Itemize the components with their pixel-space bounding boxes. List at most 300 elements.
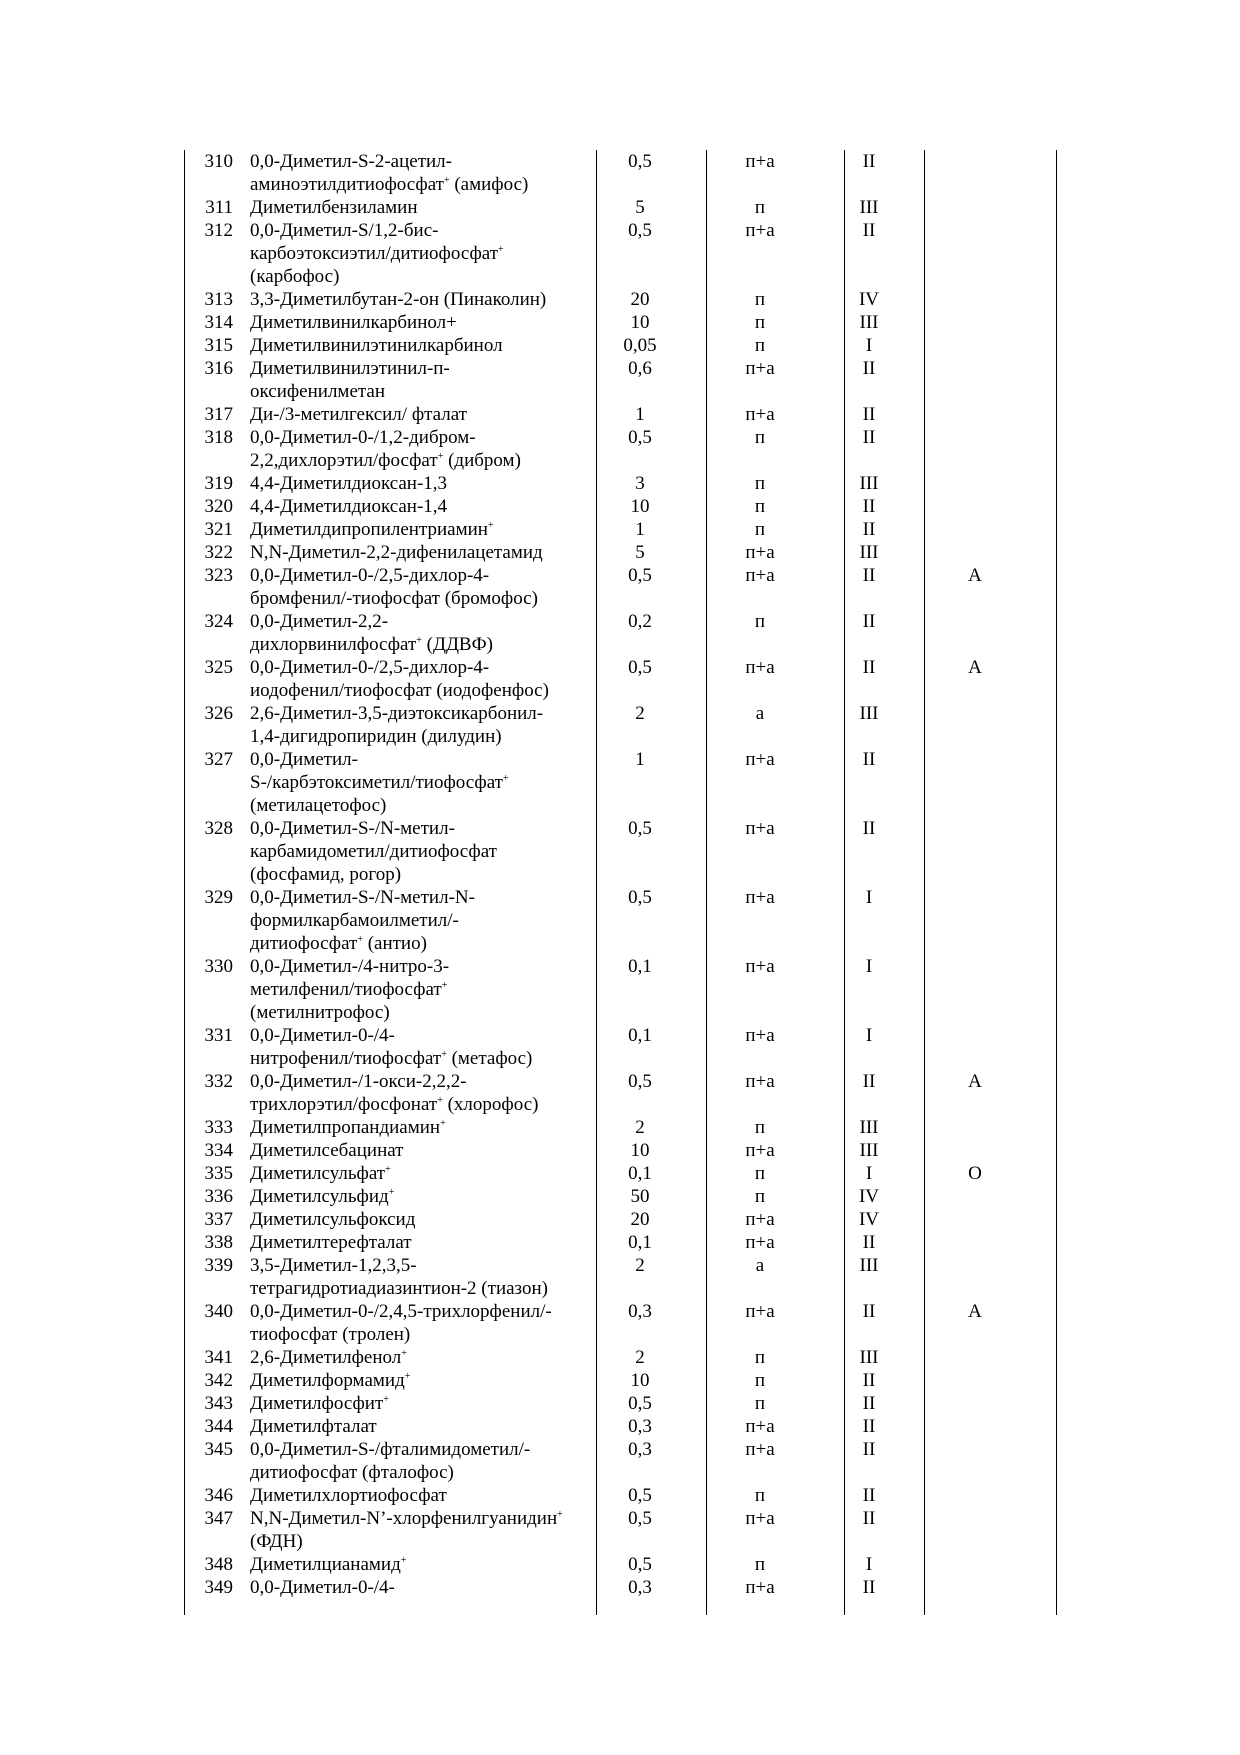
substance-name: [233, 1553, 581, 1576]
substance-name-line: Диметилформамид+: [250, 1370, 411, 1391]
substance-name-line: N,N-Диметил-2,2-дифенилацетамид: [250, 542, 543, 563]
substance-name-line: дитиофосфат+ (антио): [250, 933, 427, 954]
substance-name-line: иодофенил/тиофосфат (иодофенфос): [250, 680, 549, 701]
concentration-value: 20: [630, 1209, 650, 1230]
substance-name-line: Диметилтерефталат: [250, 1232, 412, 1253]
table-row: [185, 288, 1060, 311]
row-number: 312: [204, 220, 233, 241]
substance-name-line: 0,0-Диметил-0-/1,2-дибром-: [250, 427, 476, 448]
superscript-mark: +: [416, 635, 422, 646]
substance-name-line: Диметилдипропилентриамин+: [250, 519, 494, 540]
substance-name-line: трихлорэтил/фосфонат+ (хлорофос): [250, 1094, 539, 1115]
table-row: [185, 1254, 1060, 1300]
table-row: [185, 1392, 1060, 1415]
substance-name: [233, 1231, 581, 1254]
row-number: 323: [204, 565, 233, 586]
row-number: 349: [204, 1577, 233, 1598]
hazard-class: II: [862, 1232, 876, 1253]
hazard-class: II: [862, 220, 876, 241]
substance-name-line: карбоэтоксиэтил/дитиофосфат+: [250, 243, 504, 264]
substance-name: [233, 150, 581, 196]
row-number: 345: [204, 1439, 233, 1460]
aggregate-state: п: [754, 473, 766, 494]
substance-name: [233, 886, 581, 955]
row-number: 348: [204, 1554, 233, 1575]
table-row: [185, 196, 1060, 219]
table-row: [185, 1070, 1060, 1116]
row-number: 327: [204, 749, 233, 770]
hazard-class: I: [865, 956, 873, 977]
table-row: [185, 1139, 1060, 1162]
substance-name-line: 0,0-Диметил-0-/2,4,5-трихлорфенил/-: [250, 1301, 552, 1322]
substance-name: [233, 196, 581, 219]
substance-name: [233, 219, 581, 288]
substance-name: [233, 1162, 581, 1185]
aggregate-state: п+а: [745, 404, 775, 425]
hazard-class: II: [862, 404, 876, 425]
aggregate-state: п: [754, 611, 766, 632]
table-row: [185, 886, 1060, 955]
substance-name: [233, 1484, 581, 1507]
substance-name-line: Ди-/3-метилгексил/ фталат: [250, 404, 467, 425]
aggregate-state: п: [754, 312, 766, 333]
substance-name: [233, 702, 581, 748]
substance-name: [233, 656, 581, 702]
hazard-class: II: [862, 358, 876, 379]
hazard-class: II: [862, 565, 876, 586]
substance-name: [233, 495, 581, 518]
row-number: 310: [204, 151, 233, 172]
superscript-mark: +: [401, 1348, 407, 1359]
hazard-class: III: [859, 703, 879, 724]
substance-name: [233, 518, 581, 541]
row-number: 311: [205, 197, 233, 218]
concentration-value: 0,5: [628, 657, 652, 678]
aggregate-state: п: [754, 496, 766, 517]
substance-name-line: формилкарбамоилметил/-: [250, 910, 459, 931]
row-number: 329: [204, 887, 233, 908]
substance-name: [233, 955, 581, 1024]
hazard-class: II: [862, 427, 876, 448]
hazard-class: IV: [858, 1209, 880, 1230]
substance-name-line: Диметилфосфит+: [250, 1393, 389, 1414]
substance-name: [233, 426, 581, 472]
aggregate-state: п+а: [745, 220, 775, 241]
substance-name: [233, 817, 581, 886]
substance-name-line: метилфенил/тиофосфат+: [250, 979, 448, 1000]
hazard-class: III: [859, 197, 879, 218]
row-number: 320: [204, 496, 233, 517]
concentration-value: 1: [635, 519, 645, 540]
concentration-value: 0,05: [623, 335, 657, 356]
substance-name-line: дитиофосфат (фталофос): [250, 1462, 454, 1483]
substance-name-line: тетрагидротиадиазинтион-2 (тиазон): [250, 1278, 548, 1299]
hazard-class: II: [862, 1393, 876, 1414]
substance-name: [233, 311, 581, 334]
table-row: [185, 1415, 1060, 1438]
table-row: [185, 1369, 1060, 1392]
row-number: 339: [204, 1255, 233, 1276]
hazard-class: II: [862, 519, 876, 540]
hazard-class: II: [862, 1577, 876, 1598]
table-row: [185, 495, 1060, 518]
row-number: 318: [204, 427, 233, 448]
concentration-value: 0,5: [628, 1508, 652, 1529]
substance-name: [233, 1116, 581, 1139]
concentration-value: 10: [630, 1140, 650, 1161]
substance-name-line: нитрофенил/тиофосфат+ (метафос): [250, 1048, 533, 1069]
superscript-mark: +: [400, 1555, 407, 1566]
superscript-mark: +: [437, 451, 444, 462]
table-row: [185, 357, 1060, 403]
aggregate-state: п: [754, 335, 766, 356]
aggregate-state: п: [754, 1554, 766, 1575]
aggregate-state: п+а: [745, 151, 775, 172]
table-row: [185, 518, 1060, 541]
row-number: 332: [204, 1071, 233, 1092]
concentration-value: 0,5: [628, 887, 652, 908]
substance-name: [233, 1208, 581, 1231]
aggregate-state: п+а: [745, 1232, 775, 1253]
substance-name: [233, 748, 581, 817]
concentration-value: 0,5: [628, 818, 652, 839]
substance-name: [233, 1576, 581, 1599]
hazard-class: II: [862, 1370, 876, 1391]
row-number: 322: [204, 542, 233, 563]
hazard-class: III: [859, 1255, 879, 1276]
concentration-value: 0,2: [628, 611, 652, 632]
row-number: 335: [204, 1163, 233, 1184]
substance-name-line: S-/карбэтоксиметил/тиофосфат+: [250, 772, 509, 793]
aggregate-state: п+а: [745, 565, 775, 586]
aggregate-state: п+а: [745, 956, 775, 977]
aggregate-state: п+а: [745, 542, 775, 563]
action-feature: А: [968, 1071, 982, 1092]
superscript-mark: +: [498, 244, 504, 255]
hazard-class: II: [862, 1508, 876, 1529]
superscript-mark: +: [383, 1394, 389, 1405]
concentration-value: 0,3: [628, 1439, 652, 1460]
table-row: [185, 1484, 1060, 1507]
substance-name: [233, 1300, 581, 1346]
substance-name: [233, 1185, 581, 1208]
concentration-value: 10: [630, 1370, 650, 1391]
aggregate-state: п: [754, 1393, 766, 1414]
table-row: [185, 955, 1060, 1024]
table-row: [185, 564, 1060, 610]
superscript-mark: +: [443, 175, 450, 186]
substance-name-line: 2,2,дихлорэтил/фосфат+ (дибром): [250, 450, 521, 471]
superscript-mark: +: [357, 934, 363, 945]
concentration-value: 0,1: [628, 1163, 652, 1184]
concentration-value: 0,3: [628, 1301, 652, 1322]
substance-name-line: бромфенил/-тиофосфат (бромофос): [250, 588, 538, 609]
concentration-value: 10: [630, 312, 650, 333]
table-row: [185, 403, 1060, 426]
table-row: [185, 541, 1060, 564]
substance-name: [233, 1369, 581, 1392]
row-number: 346: [204, 1485, 233, 1506]
substance-name-line: оксифенилметан: [250, 381, 386, 402]
concentration-value: 0,1: [628, 1232, 652, 1253]
aggregate-state: п: [754, 1163, 766, 1184]
row-number: 341: [204, 1347, 233, 1368]
row-number: 319: [204, 473, 233, 494]
table-row: [185, 1208, 1060, 1231]
hazard-class: II: [862, 818, 876, 839]
concentration-value: 0,3: [628, 1416, 652, 1437]
substance-name: [233, 1438, 581, 1484]
aggregate-state: п+а: [745, 749, 775, 770]
substance-name: [233, 403, 581, 426]
substance-name: [233, 357, 581, 403]
concentration-value: 0,1: [628, 1025, 652, 1046]
substance-name-line: Диметилвинилкарбинол+: [250, 312, 457, 333]
substance-name-line: 0,0-Диметил-0-/2,5-дихлор-4-: [250, 657, 490, 678]
table-row: [185, 219, 1060, 288]
substance-name: [233, 1415, 581, 1438]
table-row: [185, 334, 1060, 357]
substance-name-line: 4,4-Диметилдиоксан-1,4: [250, 496, 448, 517]
superscript-mark: +: [441, 1049, 447, 1060]
action-feature: А: [968, 565, 982, 586]
substance-name-line: 0,0-Диметил-/1-окси-2,2,2-: [250, 1071, 467, 1092]
concentration-value: 50: [630, 1186, 650, 1207]
substance-name: [233, 1392, 581, 1415]
aggregate-state: п: [754, 1347, 766, 1368]
substance-name-line: Диметилцианамид+: [250, 1554, 407, 1575]
substance-name-line: 0,0-Диметил-/4-нитро-3-: [250, 956, 450, 977]
substance-name-line: Диметилвинилэтинилкарбинол: [250, 335, 503, 356]
row-number: 340: [204, 1301, 233, 1322]
substance-name-line: 2,6-Диметилфенол+: [250, 1347, 407, 1368]
substance-name: [233, 1346, 581, 1369]
aggregate-state: п: [754, 1485, 766, 1506]
row-number: 317: [204, 404, 233, 425]
row-number: 344: [204, 1416, 233, 1437]
table-row: [185, 610, 1060, 656]
aggregate-state: п+а: [745, 657, 775, 678]
superscript-mark: +: [437, 1095, 443, 1106]
hazard-class: IV: [858, 1186, 880, 1207]
concentration-value: 0,5: [628, 220, 652, 241]
concentration-value: 0,1: [628, 956, 652, 977]
row-number: 313: [204, 289, 233, 310]
row-number: 326: [204, 703, 233, 724]
aggregate-state: п+а: [745, 1025, 775, 1046]
substance-name-line: 4,4-Диметилдиоксан-1,3: [250, 473, 448, 494]
row-number: 333: [204, 1117, 233, 1138]
substance-name-line: 0,0-Диметил-S-2-ацетил-: [250, 151, 452, 172]
superscript-mark: +: [557, 1509, 563, 1520]
superscript-mark: +: [502, 773, 509, 784]
hazard-class: III: [859, 1117, 879, 1138]
substance-name-line: Диметилсульфид+: [250, 1186, 395, 1207]
hazard-class: III: [859, 312, 879, 333]
concentration-value: 2: [635, 1117, 645, 1138]
action-feature: О: [968, 1163, 982, 1184]
row-number: 324: [204, 611, 233, 632]
substance-name-line: тиофосфат (тролен): [250, 1324, 411, 1345]
row-number: 336: [204, 1186, 233, 1207]
hazard-class: II: [862, 611, 876, 632]
table-row: [185, 150, 1060, 196]
row-number: 330: [204, 956, 233, 977]
concentration-value: 0,5: [628, 565, 652, 586]
aggregate-state: а: [755, 703, 765, 724]
table-row: [185, 472, 1060, 495]
table-row: [185, 1507, 1060, 1553]
substance-name: [233, 1254, 581, 1300]
table-row: [185, 1576, 1060, 1599]
action-feature: А: [968, 1301, 982, 1322]
hazard-class: I: [865, 1163, 873, 1184]
row-number: 316: [204, 358, 233, 379]
substance-name-line: 1,4-дигидропиридин (дилудин): [250, 726, 502, 747]
row-number: 338: [204, 1232, 233, 1253]
aggregate-state: п+а: [745, 1301, 775, 1322]
substance-name-line: Диметилсульфат+: [250, 1163, 391, 1184]
concentration-value: 0,5: [628, 1071, 652, 1092]
substance-name-line: карбамидометил/дитиофосфат: [250, 841, 497, 862]
substance-name-line: 0,0-Диметил-S-/фталимидометил/-: [250, 1439, 531, 1460]
substance-name: [233, 334, 581, 357]
substance-name-line: 0,0-Диметил-: [250, 749, 358, 770]
hazard-class: II: [862, 496, 876, 517]
table-row: [185, 1346, 1060, 1369]
row-number: 347: [204, 1508, 233, 1529]
concentration-value: 0,3: [628, 1577, 652, 1598]
hazard-class: II: [862, 657, 876, 678]
superscript-mark: +: [441, 980, 448, 991]
substance-name-line: дихлорвинилфосфат+ (ДДВФ): [250, 634, 493, 655]
aggregate-state: п: [754, 1370, 766, 1391]
concentration-value: 5: [635, 542, 645, 563]
row-number: 342: [204, 1370, 233, 1391]
substance-name: [233, 1507, 581, 1553]
concentration-value: 0,5: [628, 427, 652, 448]
table-row: [185, 1231, 1060, 1254]
substance-name-line: Диметилсульфоксид: [250, 1209, 416, 1230]
substance-name-line: 0,0-Диметил-S/1,2-бис-: [250, 220, 439, 241]
concentration-value: 20: [630, 289, 650, 310]
hazard-class: II: [862, 749, 876, 770]
row-number: 334: [204, 1140, 233, 1161]
row-number: 328: [204, 818, 233, 839]
aggregate-state: п+а: [745, 358, 775, 379]
concentration-value: 1: [635, 404, 645, 425]
row-number: 343: [204, 1393, 233, 1414]
aggregate-state: а: [755, 1255, 765, 1276]
aggregate-state: п+а: [745, 887, 775, 908]
substance-name-line: 3,3-Диметилбутан-2-он (Пинаколин): [250, 289, 547, 310]
row-number: 315: [204, 335, 233, 356]
substance-name-line: N,N-Диметил-N’-хлорфенилгуанидин+: [250, 1508, 563, 1529]
row-number: 331: [204, 1025, 233, 1046]
substance-name-line: Диметилхлортиофосфат: [250, 1485, 447, 1506]
hazard-class: II: [862, 1301, 876, 1322]
superscript-mark: +: [440, 1118, 446, 1129]
hazard-class: I: [865, 335, 873, 356]
substance-name: [233, 472, 581, 495]
aggregate-state: п+а: [745, 1416, 775, 1437]
substance-name-line: 0,0-Диметил-2,2-: [250, 611, 389, 632]
substance-name-line: 0,0-Диметил-S-/N-метил-N-: [250, 887, 475, 908]
row-number: 321: [204, 519, 233, 540]
substance-name-line: 0,0-Диметил-0-/4-: [250, 1577, 395, 1598]
substance-name-line: (ФДН): [250, 1531, 303, 1552]
hazard-class: II: [862, 151, 876, 172]
substance-name-line: Диметилвинилэтинил-п-: [250, 358, 450, 379]
concentration-value: 0,5: [628, 1485, 652, 1506]
table-row: [185, 817, 1060, 886]
substance-name: [233, 1024, 581, 1070]
superscript-mark: +: [388, 1187, 395, 1198]
row-number: 314: [204, 312, 233, 333]
superscript-mark: +: [404, 1371, 411, 1382]
substance-name: [233, 610, 581, 656]
substance-name-line: 0,0-Диметил-0-/4-: [250, 1025, 395, 1046]
table-row: [185, 702, 1060, 748]
hazard-class: II: [862, 1485, 876, 1506]
substance-name-line: Диметилфталат: [250, 1416, 377, 1437]
substance-name: [233, 1139, 581, 1162]
concentration-value: 0,5: [628, 1554, 652, 1575]
table-row: [185, 1438, 1060, 1484]
substance-name-line: Диметилбензиламин: [250, 197, 418, 218]
hazard-class: III: [859, 1347, 879, 1368]
row-number: 337: [204, 1209, 233, 1230]
aggregate-state: п+а: [745, 1071, 775, 1092]
aggregate-state: п+а: [745, 818, 775, 839]
substance-name-line: аминоэтилдитиофосфат+ (амифос): [250, 174, 529, 195]
concentration-value: 10: [630, 496, 650, 517]
concentration-value: 2: [635, 1347, 645, 1368]
aggregate-state: п: [754, 289, 766, 310]
concentration-value: 2: [635, 703, 645, 724]
substance-name-line: Диметилсебацинат: [250, 1140, 404, 1161]
substance-name-line: (карбофос): [250, 266, 340, 287]
table-row: [185, 1116, 1060, 1139]
table-row: [185, 1162, 1060, 1185]
substance-name-line: 3,5-Диметил-1,2,3,5-: [250, 1255, 417, 1276]
concentration-value: 2: [635, 1255, 645, 1276]
hazard-class: II: [862, 1439, 876, 1460]
concentration-value: 1: [635, 749, 645, 770]
substance-name-line: 0,0-Диметил-0-/2,5-дихлор-4-: [250, 565, 490, 586]
substance-name-line: (метилнитрофос): [250, 1002, 390, 1023]
substance-name: [233, 564, 581, 610]
hazard-class: IV: [858, 289, 880, 310]
table-row: [185, 1553, 1060, 1576]
substance-name-line: 0,0-Диметил-S-/N-метил-: [250, 818, 455, 839]
aggregate-state: п+а: [745, 1508, 775, 1529]
table-row: [185, 1185, 1060, 1208]
table-row: [185, 656, 1060, 702]
hazard-class: II: [862, 1416, 876, 1437]
hazard-class: I: [865, 887, 873, 908]
concentration-value: 5: [635, 197, 645, 218]
substance-name-line: Диметилпропандиамин+: [250, 1117, 446, 1138]
aggregate-state: п+а: [745, 1439, 775, 1460]
superscript-mark: +: [487, 520, 494, 531]
action-feature: А: [968, 657, 982, 678]
table-row: [185, 311, 1060, 334]
hazard-class: I: [865, 1554, 873, 1575]
aggregate-state: п+а: [745, 1209, 775, 1230]
aggregate-state: п: [754, 519, 766, 540]
hazard-class: I: [865, 1025, 873, 1046]
